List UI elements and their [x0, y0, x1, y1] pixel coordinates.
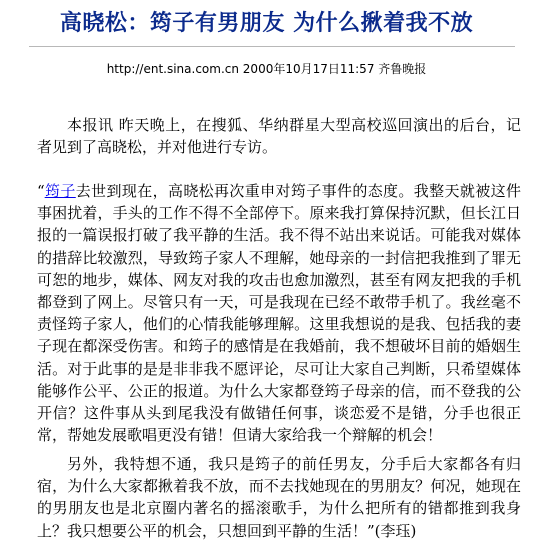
headline-divider [29, 46, 515, 47]
quote-open-mark: “ [37, 182, 45, 200]
quote-paragraph [37, 180, 521, 446]
article-headline: 高晓松：筠子有男朋友 为什么揪着我不放 [59, 11, 474, 36]
yunzi-link[interactable]: 筠子 [44, 182, 76, 200]
article-meta: http://ent.sina.com.cn 2000年10月17日11:57 齐鲁晚报 [106, 62, 427, 76]
closing-paragraph: 另外，我特想不通，我只是筠子的前任男友，分手后大家都各有归宿，为什么大家都揪着我不放，而不去找她现在的男朋友？何况，她现在的男朋友也是北京圈内著名的摇滚歌手，为什么把所有的错都推到我身上？我只想要公平的机会，只想回到平静的生活！”(李珏) [37, 455, 521, 540]
quote-body-text: 去世到现在，高晓松再次重申对筠子事件的态度。我整天就被这件事困扰着，手头的工作不得不全部停下。原来我打算保持沉默，但长江日报的一篇误报打破了我平静的生活。我不得不站出来说话。可能我对媒体的措辞比较激烈，导致筠子家人不理解，她母亲的一封信把我推到了罪无可恕的地步，媒体、网友对我的攻击也愈加激烈，甚至有网友把我的手机都登到了网上。尽管只有一天，可是我现在已经不敢带手机了。我丝毫不责怪筠子家人，他们的心情我能够理解。这里我想说的是我、包括我的妻子现在都深受伤害。和筠子的感情是在我婚前，我不想破坏目前的婚姻生活。对于此事的是是非非我不愿评论，尽可让大家自己判断，只希望媒体能够作公平、公正的报道。为什么大家都登筠子母亲的信，而不登我的公开信？这件事从头到尾我没有做错任何事，谈恋爱不是错，分手也很正常，帮她发展歌唱更没有错！但请大家给我一个辩解的机会！ [37, 182, 521, 445]
intro-paragraph: 本报讯 昨天晚上，在搜狐、华纳群星大型高校巡回演出的后台，记者见到了高晓松，并对他进行专访。 [37, 116, 521, 157]
